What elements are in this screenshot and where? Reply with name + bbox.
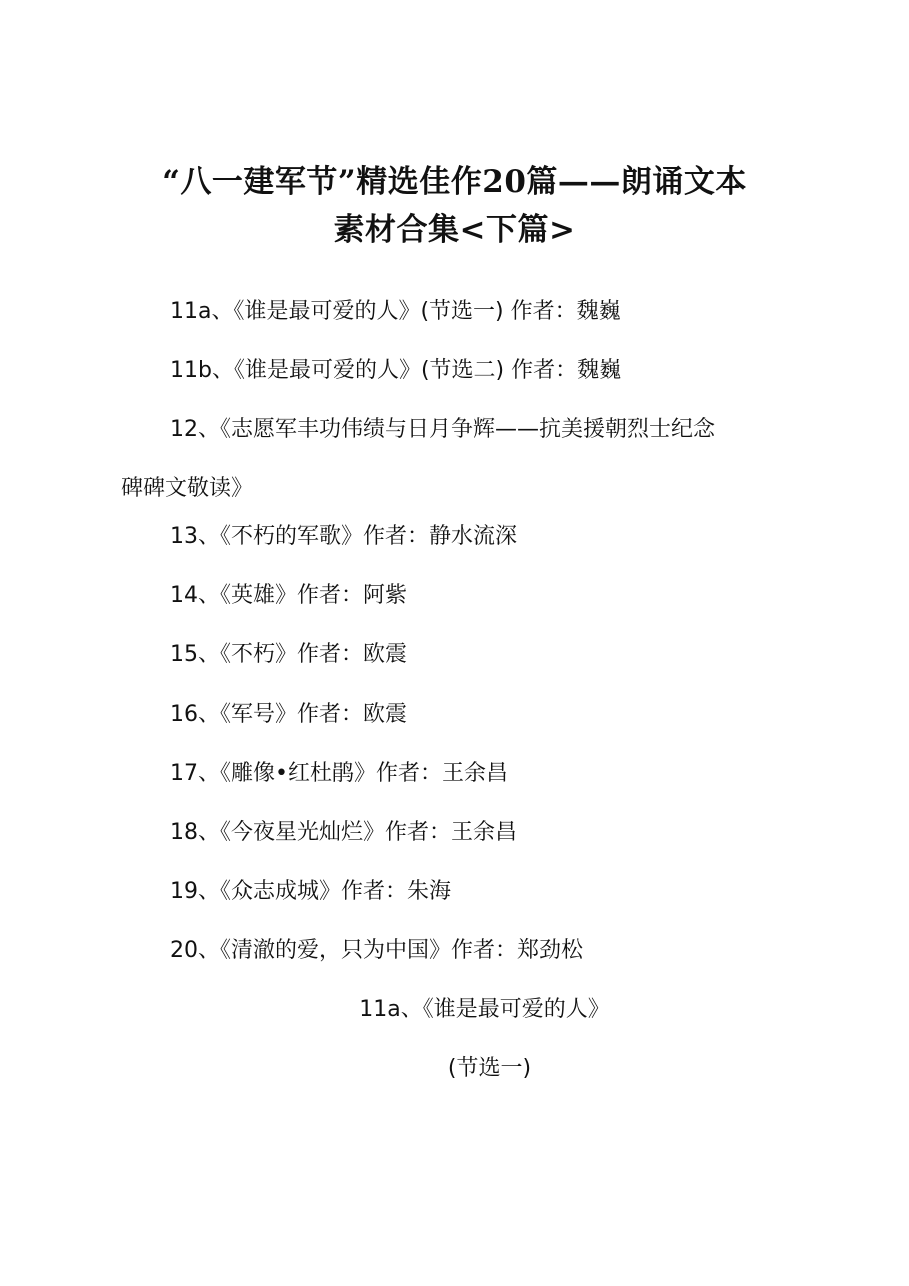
title-line-2: 素材合集<下篇> (333, 212, 576, 248)
toc-item-text: 14、《英雄》作者：阿紫 (170, 583, 407, 608)
title-line-1: “八一建军节”精选佳作20篇——朗诵文本 (162, 164, 747, 200)
document-title (100, 158, 809, 254)
toc-item-14 (121, 566, 811, 625)
toc-item-16 (121, 685, 811, 744)
toc-item-text: 11b、《谁是最可爱的人》(节选二) 作者：魏巍 (170, 358, 622, 383)
toc-item-19 (121, 862, 811, 921)
toc-item-text: 13、《不朽的军歌》作者：静水流深 (170, 524, 517, 549)
toc-item-13 (121, 507, 811, 566)
toc-item-text: 19、《众志成城》作者：朱海 (170, 879, 451, 904)
toc-item-text: 15、《不朽》作者：欧震 (170, 642, 407, 667)
toc-item-18 (121, 803, 811, 862)
section-heading: 11a、《谁是最可爱的人》 (359, 997, 610, 1022)
toc-item-text: 17、《雕像•红杜鹃》作者：王余昌 (170, 761, 508, 786)
toc-item-12 (121, 400, 811, 518)
toc-item-text: 11a、《谁是最可爱的人》(节选一) 作者：魏巍 (170, 299, 621, 324)
toc-item-text: 16、《军号》作者：欧震 (170, 702, 407, 727)
toc-item-text: 18、《今夜星光灿烂》作者：王余昌 (170, 820, 517, 845)
toc-item-text: 20、《清澈的爱，只为中国》作者：郑劲松 (170, 938, 583, 963)
toc-item-text: 12、《志愿军丰功伟绩与日月争辉——抗美援朝烈士纪念 (170, 417, 715, 442)
toc-item-17 (121, 744, 811, 803)
toc-item-20 (121, 921, 811, 980)
section-subheading: (节选一) (447, 1056, 532, 1081)
toc-item-continuation: 碑碑文敬读》 (121, 476, 254, 501)
toc-item-11a (121, 282, 811, 341)
toc-item-15 (121, 625, 811, 684)
toc-item-11b (121, 341, 811, 400)
